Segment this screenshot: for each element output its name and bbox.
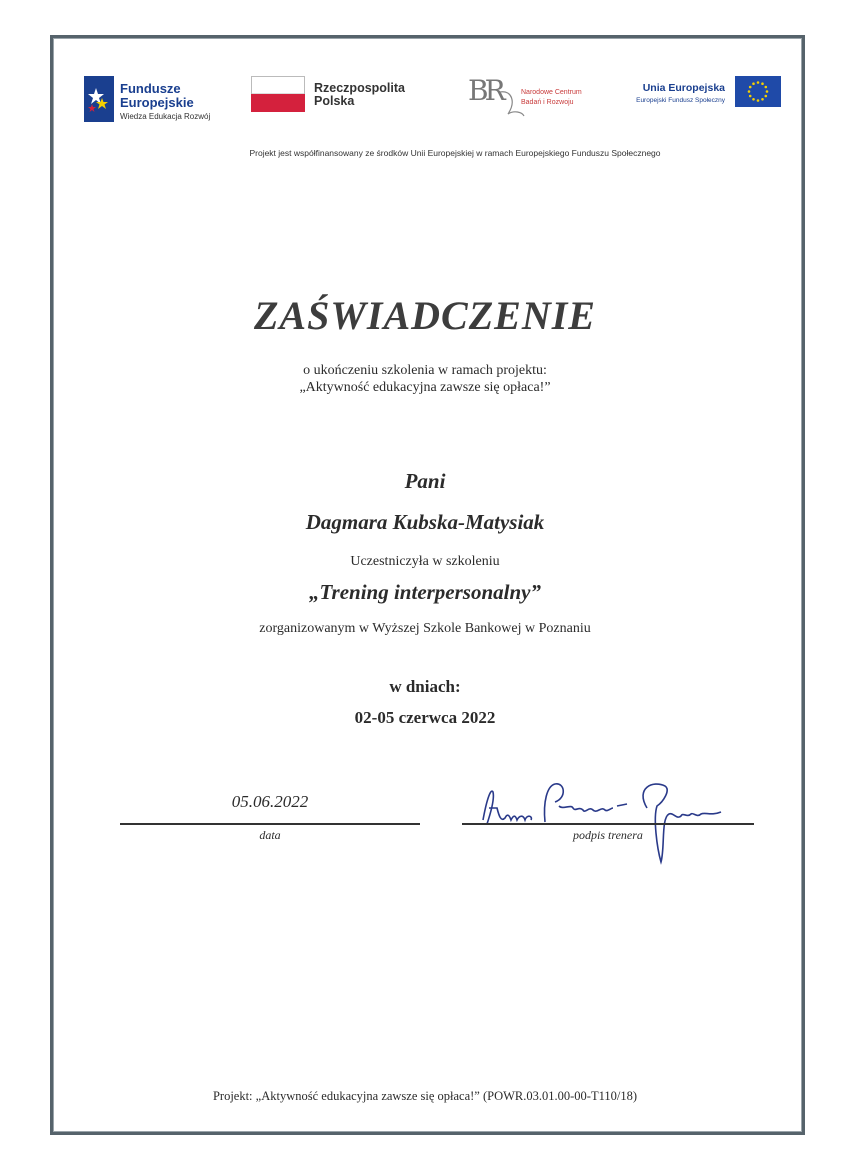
eu-star-icon xyxy=(749,86,752,89)
eu-flag-icon xyxy=(735,76,781,107)
eu-star-icon xyxy=(749,95,752,98)
rzeczpospolita-polska-text xyxy=(314,82,405,108)
fe-line2: Europejskie xyxy=(120,95,194,110)
footer-project-note: Projekt: „Aktywność edukacyjna zawsze się opłaca!” (POWR.03.01.00-00-T110/18) xyxy=(212,1089,638,1103)
rp-line2: Polska xyxy=(314,94,355,108)
signature-line xyxy=(462,823,754,825)
subtitle-line2: „Aktywność edukacyjna zawsze się opłaca!” xyxy=(299,380,551,395)
polish-flag-icon xyxy=(251,76,305,112)
eu-star-icon xyxy=(764,86,767,89)
eu-star-icon xyxy=(761,82,764,85)
date-line xyxy=(120,823,420,825)
organized-at-text: zorganizowanym w Wyższej Szkole Bankowej w Poznaniu xyxy=(259,621,591,636)
rp-line1: Rzeczpospolita xyxy=(314,81,405,95)
fe-line3: Wiedza Edukacja Rozwój xyxy=(120,112,211,121)
dates-value: 02-05 czerwca 2022 xyxy=(354,708,496,727)
signing-date: 05.06.2022 xyxy=(231,792,309,811)
ncbr-logo-icon: BR xyxy=(468,74,502,107)
fundusze-europejskie-text xyxy=(120,82,210,124)
eu-star-icon xyxy=(748,90,751,93)
signature-label: podpis trenera xyxy=(573,828,643,842)
unia-europejska-text xyxy=(620,82,725,104)
eu-star-icon xyxy=(766,90,769,93)
eu-star-icon xyxy=(761,98,764,101)
ue-line2: Europejski Fundusz Społeczny xyxy=(636,97,725,104)
ncbr-line1: Narodowe Centrum xyxy=(521,89,582,96)
eu-star-icon xyxy=(752,98,755,101)
page-title: ZAŚWIADCZENIE xyxy=(254,293,596,338)
subtitle-line1: o ukończeniu szkolenia w ramach projektu: xyxy=(303,363,547,378)
eu-star-icon xyxy=(764,95,767,98)
date-label: data xyxy=(259,828,281,842)
fundusze-europejskie-logo-icon xyxy=(84,76,114,122)
ncbr-line2: Badań i Rozwoju xyxy=(521,99,574,106)
eu-star-icon xyxy=(752,82,755,85)
participation-text: Uczestniczyła w szkoleniu xyxy=(350,554,500,569)
ue-line1: Unia Europejska xyxy=(642,82,725,94)
ncbr-text xyxy=(521,88,582,108)
fe-line1: Fundusze xyxy=(120,81,181,96)
dates-label: w dniach: xyxy=(389,677,461,696)
recipient-name: Dagmara Kubska-Matysiak xyxy=(305,510,545,534)
cofunding-note: Projekt jest współfinansowany ze środków Unii Europejskiej w ramach Europejskiego Funduszu Społecznego xyxy=(249,148,661,158)
eu-star-icon xyxy=(757,99,760,102)
training-name: „Trening interpersonalny” xyxy=(308,580,541,604)
salutation: Pani xyxy=(404,469,446,493)
eu-star-icon xyxy=(757,81,760,84)
